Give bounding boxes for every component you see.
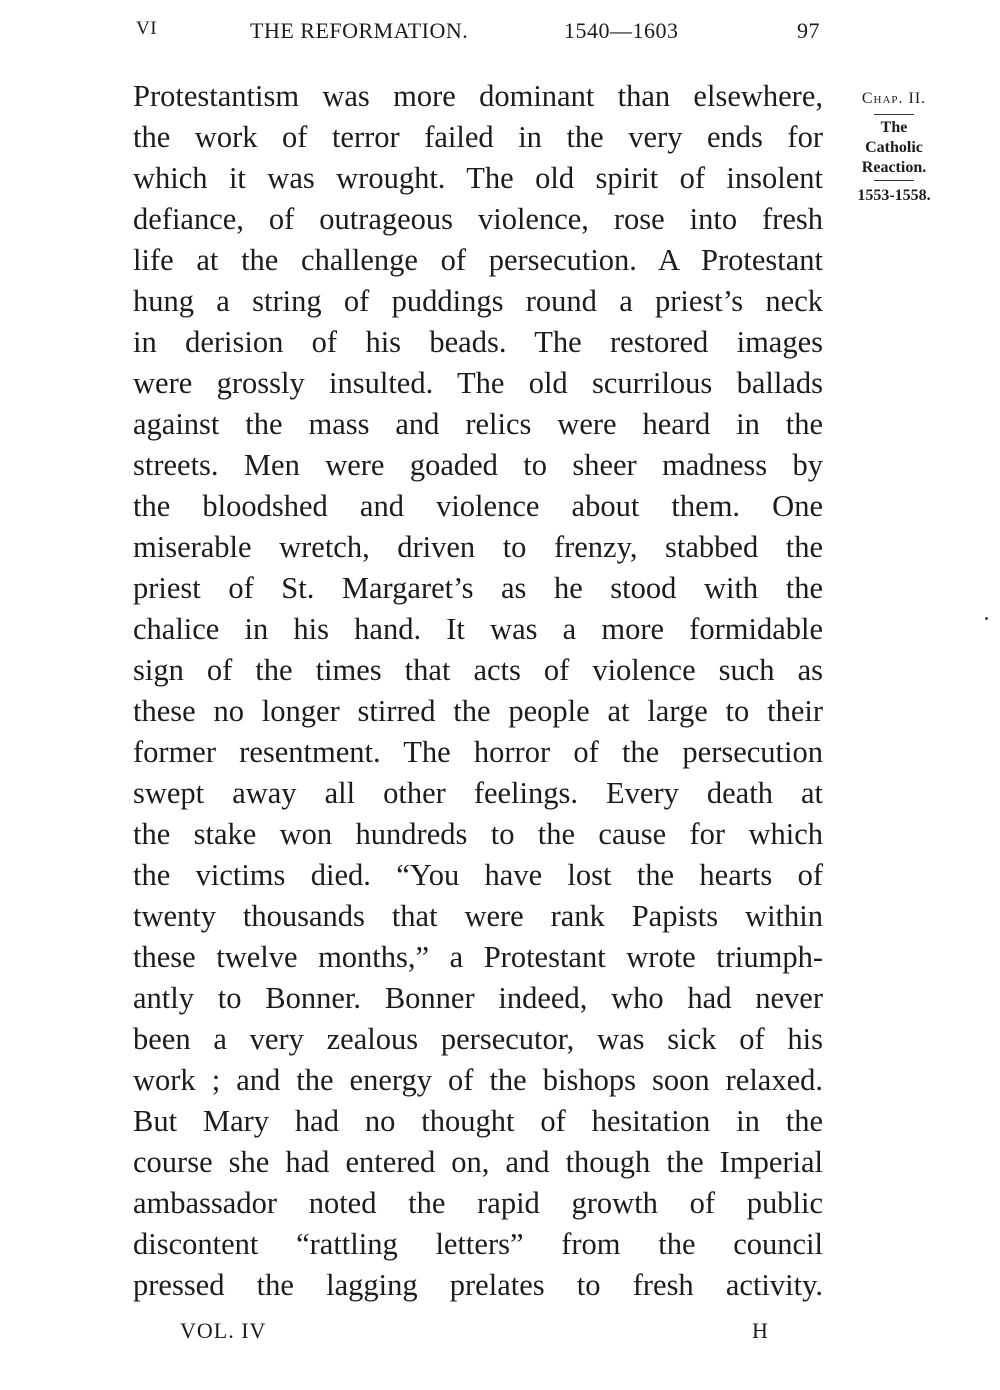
text-line: which it was wrought. The old spirit of insolent — [133, 161, 823, 195]
text-line: streets. Men were goaded to sheer madness by — [133, 448, 823, 482]
header-volume-roman: VI — [136, 18, 158, 39]
text-line: defiance, of outrageous violence, rose into fresh — [133, 202, 823, 236]
page-footer — [180, 1318, 780, 1348]
text-line: against the mass and relics were heard in the — [133, 407, 823, 441]
margin-topic-line: Reaction. — [861, 159, 927, 176]
text-line: these twelve months,” a Protestant wrote triumph- — [133, 940, 823, 974]
margin-rule — [874, 114, 914, 115]
text-line: the stake won hundreds to the cause for which — [133, 817, 823, 851]
text-line: been a very zealous persecutor, was sick of his — [133, 1022, 823, 1056]
running-header — [132, 18, 822, 52]
page-number: 97 — [797, 18, 820, 43]
text-line: course she had entered on, and though the Imperial — [133, 1145, 823, 1179]
text-line: swept away all other feelings. Every death at — [133, 776, 823, 810]
margin-topic-line: The — [880, 119, 908, 136]
text-line: work ; and the energy of the bishops soon relaxed. — [133, 1063, 823, 1097]
text-line: Protestantism was more dominant than elsewhere, — [133, 79, 823, 113]
text-line: sign of the times that acts of violence such as — [133, 653, 823, 687]
text-line: life at the challenge of persecution. A Protestant — [133, 243, 823, 277]
text-line: were grossly insulted. The old scurrilous ballads — [133, 366, 823, 400]
margin-rule — [874, 180, 914, 181]
text-line: in derision of his beads. The restored images — [133, 325, 823, 359]
text-line: antly to Bonner. Bonner indeed, who had never — [133, 981, 823, 1015]
text-line: twenty thousands that were rank Papists within — [133, 899, 823, 933]
text-line: pressed the lagging prelates to fresh activity. — [133, 1268, 823, 1302]
margin-topic-line: Catholic — [865, 139, 923, 156]
text-line: ambassador noted the rapid growth of public — [133, 1186, 823, 1220]
header-title: THE REFORMATION. — [250, 18, 469, 43]
marginal-note — [836, 86, 952, 208]
text-line: former resentment. The horror of the persecution — [133, 735, 823, 769]
margin-chapter: Chap. II. — [861, 90, 927, 107]
body-text — [133, 76, 823, 1306]
text-line: miserable wretch, driven to frenzy, stabbed the — [133, 530, 823, 564]
text-line: chalice in his hand. It was a more formidable — [133, 612, 823, 646]
text-line: discontent “rattling letters” from the council — [133, 1227, 823, 1261]
header-years: 1540—1603 — [564, 18, 679, 43]
footer-signature: H — [752, 1318, 768, 1343]
text-line: But Mary had no thought of hesitation in the — [133, 1104, 823, 1138]
text-line: hung a string of puddings round a priest’s neck — [133, 284, 823, 318]
text-line: the victims died. “You have lost the hearts of — [133, 858, 823, 892]
text-line: the bloodshed and violence about them. One — [133, 489, 823, 523]
text-line: priest of St. Margaret’s as he stood with the — [133, 571, 823, 605]
text-line: these no longer stirred the people at large to their — [133, 694, 823, 728]
print-speck — [985, 617, 988, 620]
margin-years: 1553-1558. — [857, 187, 931, 204]
text-line: the work of terror failed in the very ends for — [133, 120, 823, 154]
footer-volume: VOL. IV — [180, 1318, 267, 1343]
